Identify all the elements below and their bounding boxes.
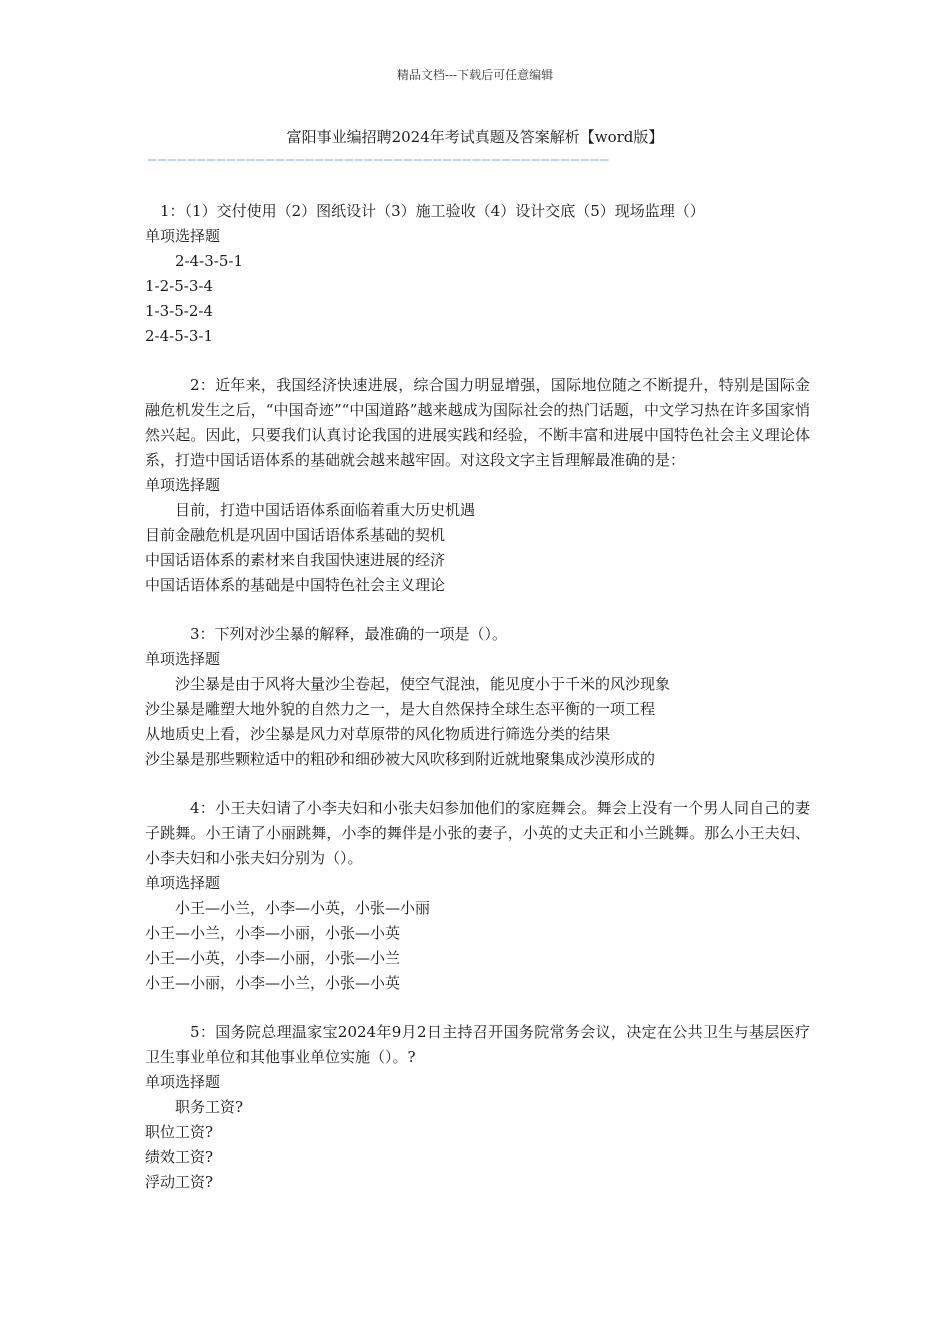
question-1 <box>145 199 810 349</box>
question-3 <box>145 622 810 772</box>
question-text: 3：下列对沙尘暴的解释，最准确的一项是（）。 <box>190 625 508 643</box>
option-d: 沙尘暴是那些颗粒适中的粗砂和细砂被大风吹移到附近就地聚集成沙漠形成的 <box>145 750 656 768</box>
option-a: 目前，打造中国话语体系面临着重大历史机遇 <box>175 501 476 519</box>
question-text: 4：小王夫妇请了小李夫妇和小张夫妇参加他们的家庭舞会。舞会上没有一个男人同自己的妻子跳舞。小王请了小丽跳舞，小李的舞伴是小张的妻子，小英的丈夫正和小兰跳舞。那么小王夫妇、小李夫妇和小张夫妇分别为（）。 <box>145 799 810 867</box>
option-b: 目前金融危机是巩固中国话语体系基础的契机 <box>145 526 446 544</box>
question-type: 单项选择题 <box>145 650 221 668</box>
option-b: 1-2-5-3-4 <box>145 277 213 295</box>
option-b: 小王—小兰，小李—小丽，小张—小英 <box>145 924 401 942</box>
option-d: 2-4-5-3-1 <box>145 327 213 345</box>
question-2 <box>145 373 810 598</box>
option-c: 绩效工资? <box>145 1148 214 1166</box>
question-text: 1：（1）交付使用（2）图纸设计（3）施工验收（4）设计交底（5）现场监理（） <box>160 202 705 220</box>
question-type: 单项选择题 <box>145 227 221 245</box>
document-body <box>145 199 810 1219</box>
question-type: 单项选择题 <box>145 1073 221 1091</box>
option-d: 中国话语体系的基础是中国特色社会主义理论 <box>145 576 446 594</box>
question-type: 单项选择题 <box>145 874 221 892</box>
option-a: 职务工资? <box>175 1098 244 1116</box>
question-text: 5：国务院总理温家宝2024年9月2日主持召开国务院常务会议，决定在公共卫生与基层医疗卫生事业单位和其他事业单位实施（）。? <box>145 1023 810 1066</box>
option-c: 小王—小英，小李—小丽，小张—小兰 <box>145 949 401 967</box>
question-text: 2：近年来，我国经济快速进展，综合国力明显增强，国际地位随之不断提升，特别是国际金融危机发生之后，“中国奇迹”“中国道路”越来越成为国际社会的热门话题，中文学习热在许多国家悄然兴起。因此，只要我们认真讨论我国的进展实践和经验，不断丰富和进展中国特色社会主义理论体系，打造中国话语体系的基础就会越来越牢固。对这段文字主旨理解最准确的是： <box>145 376 810 469</box>
option-c: 1-3-5-2-4 <box>145 302 213 320</box>
option-a: 2-4-3-5-1 <box>175 252 243 270</box>
question-4 <box>145 796 810 996</box>
option-b: 沙尘暴是雕塑大地外貌的自然力之一，是大自然保持全球生态平衡的一项工程 <box>145 700 656 718</box>
document-title: 富阳事业编招聘2024年考试真题及答案解析【word版】 <box>286 128 664 146</box>
option-d: 浮动工资? <box>145 1173 214 1191</box>
header-note: 精品文档---下载后可任意编辑 <box>396 68 554 82</box>
option-b: 职位工资? <box>145 1123 214 1141</box>
option-c: 中国话语体系的素材来自我国快速进展的经济 <box>145 551 446 569</box>
question-5 <box>145 1020 810 1195</box>
title-divider: ——————————————————————————————————————————————— <box>148 152 610 168</box>
option-a: 小王—小兰，小李—小英，小张—小丽 <box>175 899 431 917</box>
option-a: 沙尘暴是由于风将大量沙尘卷起，使空气混浊，能见度小于千米的风沙现象 <box>175 675 671 693</box>
question-type: 单项选择题 <box>145 476 221 494</box>
option-d: 小王—小丽，小李—小兰，小张—小英 <box>145 974 401 992</box>
option-c: 从地质史上看，沙尘暴是风力对草原带的风化物质进行筛选分类的结果 <box>145 725 611 743</box>
